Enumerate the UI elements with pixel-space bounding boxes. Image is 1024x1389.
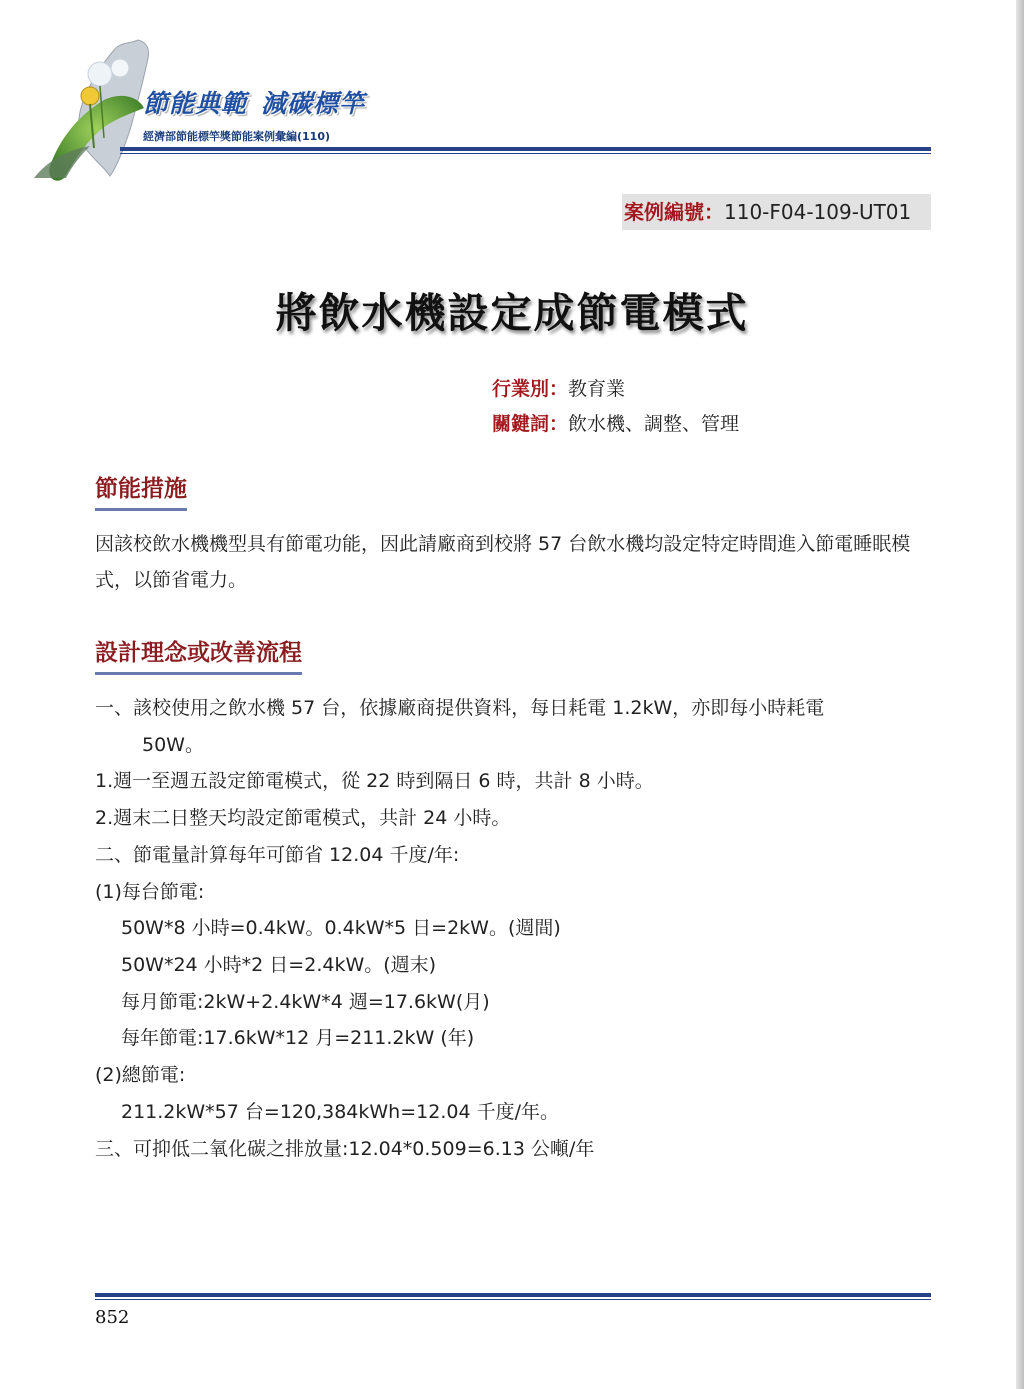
case-number-value: 110-F04-109-UT01 bbox=[724, 200, 912, 224]
body-line: 2.週末二日整天均設定節電模式，共計 24 小時。 bbox=[95, 807, 511, 829]
page-edge-shadow bbox=[1016, 0, 1024, 1389]
body-line: 每年節電:17.6kW*12 月=211.2kW (年) bbox=[121, 1027, 475, 1049]
keywords-label: 關鍵詞： bbox=[492, 413, 569, 435]
slogan-left: 節能典範 bbox=[143, 89, 248, 118]
industry-label: 行業別： bbox=[492, 378, 569, 400]
case-number-badge bbox=[622, 194, 931, 230]
body-line: 211.2kW*57 台=120,384kWh=12.04 千度/年。 bbox=[121, 1101, 559, 1123]
keywords-value: 飲水機、調整、管理 bbox=[568, 413, 740, 435]
body-line: (1)每台節電: bbox=[95, 881, 205, 903]
body-line: 50W*8 小時=0.4kW。0.4kW*5 日=2kW。(週間) bbox=[121, 917, 561, 939]
header-divider-thick bbox=[120, 147, 931, 151]
header-slogan bbox=[143, 84, 365, 120]
section-heading-measures: 節能措施 bbox=[95, 474, 187, 511]
body-line: 50W*24 小時*2 日=2.4kW。(週末) bbox=[121, 954, 437, 976]
footer-divider-thin bbox=[95, 1299, 931, 1300]
body-line: 1.週一至週五設定節電模式，從 22 時到隔日 6 時，共計 8 小時。 bbox=[95, 770, 654, 792]
body-line: 三、可抑低二氧化碳之排放量:12.04*0.509=6.13 公噸/年 bbox=[95, 1138, 595, 1160]
section-heading-design: 設計理念或改善流程 bbox=[95, 638, 302, 675]
body-line: 一、該校使用之飲水機 57 台，依據廠商提供資料，每日耗電 1.2kW，亦即每小時耗電 bbox=[95, 697, 825, 719]
body-line: (2)總節電: bbox=[95, 1064, 186, 1086]
industry-value: 教育業 bbox=[568, 378, 626, 400]
case-number-label: 案例編號： bbox=[624, 200, 724, 224]
header-subtitle: 經濟部節能標竿獎節能案例彙編(110) bbox=[143, 130, 331, 143]
page-number: 852 bbox=[95, 1307, 130, 1328]
slogan-right: 減碳標竿 bbox=[261, 89, 366, 118]
measures-paragraph: 因該校飲水機機型具有節電功能，因此請廠商到校將 57 台飲水機均設定特定時間進入節電睡眠模式，以節省電力。 bbox=[95, 533, 911, 591]
industry-row bbox=[492, 374, 625, 401]
footer-divider-thick bbox=[95, 1293, 931, 1297]
body-line: 每月節電:2kW+2.4kW*4 週=17.6kW(月) bbox=[121, 991, 490, 1013]
body-line: 50W。 bbox=[142, 734, 204, 756]
keywords-row bbox=[492, 409, 739, 436]
body-line: 二、節電量計算每年可節省 12.04 千度/年: bbox=[95, 844, 460, 866]
header-divider-thin bbox=[120, 153, 931, 154]
document-title: 將飲水機設定成節電模式 bbox=[275, 289, 749, 337]
